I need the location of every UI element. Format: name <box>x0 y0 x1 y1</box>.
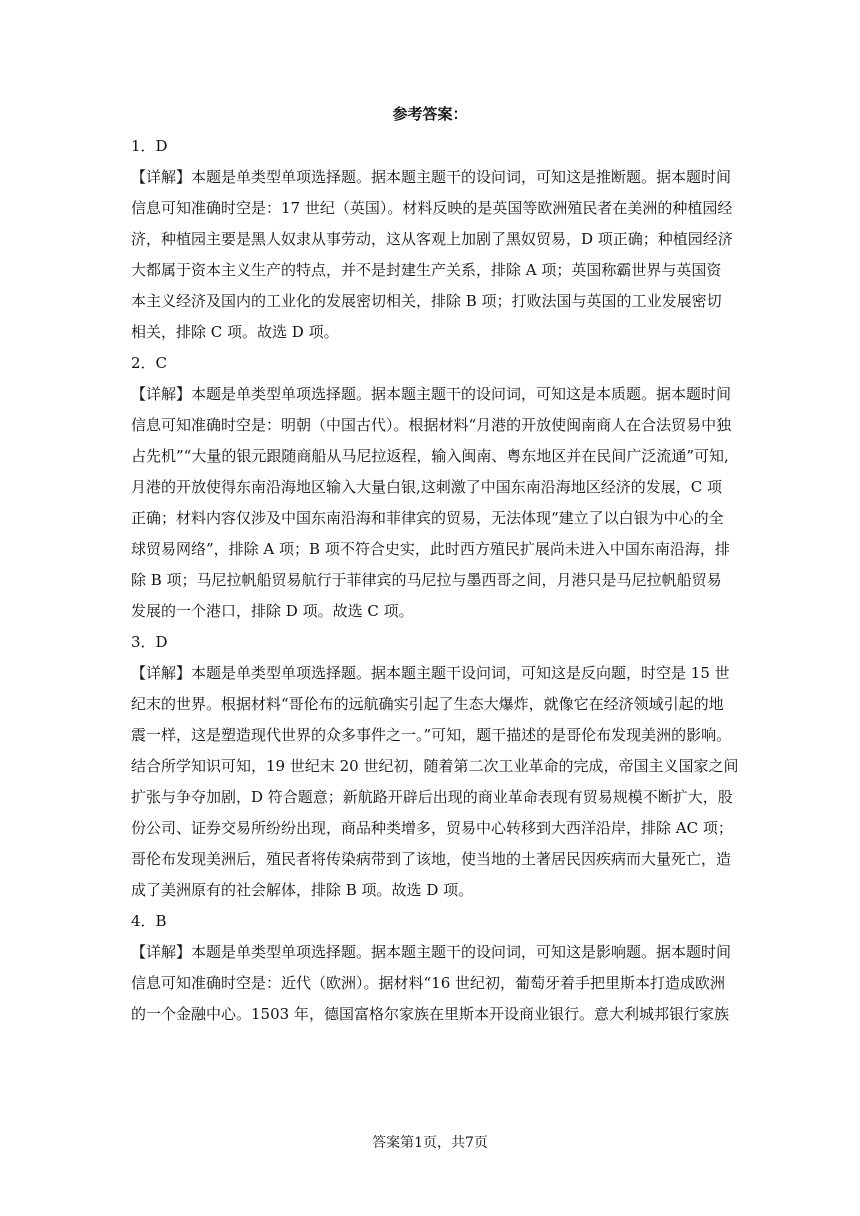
answer-text-line: 【详解】本题是单类型单项选择题。据本题主题干设问词，可知这是反向题，时空是 15 世 <box>131 664 730 682</box>
answer-text-line: 月港的开放使得东南沿海地区输入大量白银,这刺激了中国东南沿海地区经济的发展，C 项 <box>131 478 723 496</box>
page-footer: 答案第1页，共7页 <box>372 1135 488 1151</box>
answer-content <box>131 131 739 1030</box>
answer-text-line: 信息可知准确时空是：明朝（中国古代）。根据材料“月港的开放使闽南商人在合法贸易中独 <box>131 416 732 434</box>
answer-text-line: 份公司、证券交易所纷纷出现，商品种类增多，贸易中心转移到大西洋沿岸，排除 AC 项； <box>131 819 733 837</box>
answer-text-line: 除 B 项；马尼拉帆船贸易航行于菲律宾的马尼拉与墨西哥之间，月港只是马尼拉帆船贸易 <box>131 571 722 589</box>
answer-text-line: 发展的一个港口，排除 D 项。故选 C 项。 <box>131 602 414 620</box>
answer-text-line: 【详解】本题是单类型单项选择题。据本题主题干的设问词，可知这是本质题。据本题时间 <box>131 385 732 403</box>
answer-label: 2．C <box>131 354 168 372</box>
answer-text-line: 成了美洲原有的社会解体，排除 B 项。故选 D 项。 <box>131 881 474 899</box>
answer-text-line: 哥伦布发现美洲后，殖民者将传染病带到了该地，使当地的土著居民因疾病而大量死亡，造 <box>131 850 732 868</box>
answer-text-line: 球贸易网络”，排除 A 项；B 项不符合史实，此时西方殖民扩展尚未进入中国东南沿海，排 <box>131 540 730 558</box>
answer-label: 4．B <box>131 912 167 930</box>
answer-label: 1．D <box>131 137 168 155</box>
answer-text-line: 信息可知准确时空是：17 世纪（英国）。材料反映的是英国等欧洲殖民者在美洲的种植园经 <box>131 199 733 217</box>
answer-text-line: 济，种植园主要是黑人奴隶从事劳动，这从客观上加剧了黑奴贸易，D 项正确；种植园经济 <box>131 230 733 248</box>
answer-text-line: 相关，排除 C 项。故选 D 项。 <box>131 323 339 341</box>
answer-text-line: 的一个金融中心。1503 年，德国富格尔家族在里斯本开设商业银行。意大利城邦银行家族 <box>131 1005 729 1023</box>
answer-text-line: 信息可知准确时空是：近代（欧洲）。据材料“16 世纪初，葡萄牙着手把里斯本打造成欧洲 <box>131 974 726 992</box>
answer-text-line: 本主义经济及国内的工业化的发展密切相关，排除 B 项；打败法国与英国的工业发展密切 <box>131 292 722 310</box>
answer-text-line: 扩张与争夺加剧，D 符合题意；新航路开辟后出现的商业革命表现有贸易规模不断扩大，股 <box>131 788 733 806</box>
answer-text-line: 【详解】本题是单类型单项选择题。据本题主题干的设问词，可知这是推断题。据本题时间 <box>131 168 732 186</box>
page-title: 参考答案： <box>392 105 468 123</box>
answer-text-line: 震一样，这是塑造现代世界的众多事件之一。”可知，题干描述的是哥伦布发现美洲的影响。 <box>131 726 732 744</box>
answer-text-line: 正确；材料内容仅涉及中国东南沿海和菲律宾的贸易，无法体现“建立了以白银为中心的全 <box>131 509 724 527</box>
answer-text-line: 占先机”“大量的银元跟随商船从马尼拉返程，输入闽南、粤东地区并在民间广泛流通”可知, <box>131 447 729 465</box>
answer-text-line: 结合所学知识可知，19 世纪末 20 世纪初，随着第二次工业革命的完成，帝国主义国家之间 <box>131 757 739 775</box>
answer-text-line: 纪末的世界。根据材料“哥伦布的远航确实引起了生态大爆炸，就像它在经济领域引起的地 <box>131 695 724 713</box>
answer-text-line: 大都属于资本主义生产的特点，并不是封建生产关系，排除 A 项；英国称霸世界与英国资 <box>131 261 722 279</box>
answer-label: 3．D <box>131 633 168 651</box>
answer-text-line: 【详解】本题是单类型单项选择题。据本题主题干的设问词，可知这是影响题。据本题时间 <box>131 943 732 961</box>
